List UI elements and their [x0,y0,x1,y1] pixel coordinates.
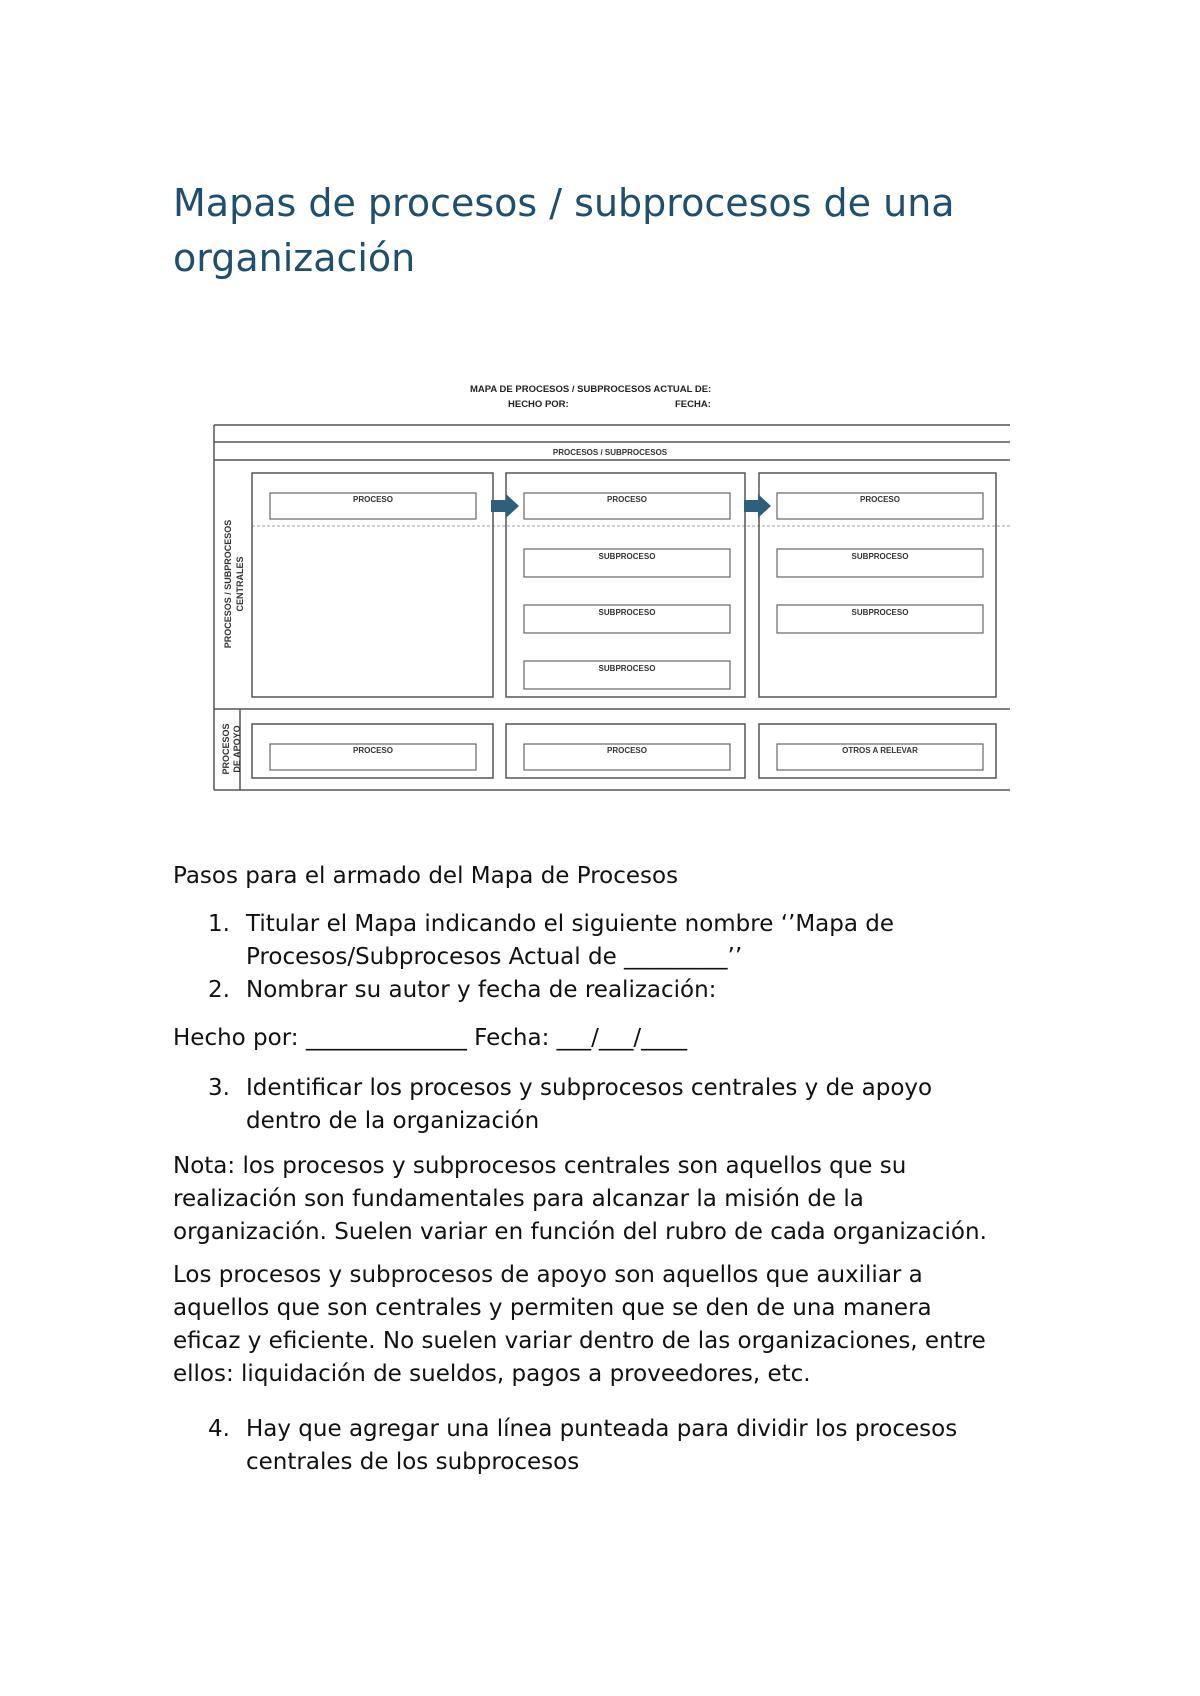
apoyo-line3: eficaz y eficiente. No suelen variar dentro de las organizaciones, entre [173,1328,986,1354]
step-number: 3. [208,1075,230,1101]
list-item [208,908,1028,974]
apoyo-line1: Los procesos y subprocesos de apoyo son aquellos que auxiliar a [173,1262,923,1288]
list-item [208,974,1028,1007]
subprocess-boxes [524,549,983,689]
figure-date: FECHA: [675,399,711,410]
figure-made-by: HECHO POR: [508,399,569,410]
step3-line1: Identificar los procesos y subprocesos centrales y de apoyo [246,1075,933,1101]
subprocess-label-2-1: SUBPROCESO [598,552,656,561]
steps-heading: Pasos para el armado del Mapa de Procesos [173,863,679,889]
hecho-por-line: Hecho por: ______________ Fecha: ___/___/____ [173,1025,688,1051]
step-text [246,1413,1026,1479]
subprocess-label-3-1: SUBPROCESO [851,552,909,561]
process-label-3: PROCESO [859,495,901,504]
list-item [208,1413,1028,1479]
list-item [208,1072,1028,1138]
step-number: 4. [208,1416,230,1442]
support-label-box-3: OTROS A RELEVAR [842,746,918,755]
page-title: Mapas de procesos / subprocesos de una organización [173,181,955,280]
process-label-1: PROCESO [352,495,394,504]
subprocess-label-3-2: SUBPROCESO [851,608,909,617]
nota-paragraph [173,1150,987,1249]
central-label-2: CENTRALES [235,556,245,612]
apoyo-line2: aquellos que son centrales y permiten que se den de una manera [173,1295,932,1321]
process-map-figure [210,378,1010,798]
support-label-box-1: PROCESO [352,746,394,755]
support-label-1: PROCESOS [221,723,231,775]
step2-text: Nombrar su autor y fecha de realización: [246,977,717,1003]
step-text [246,908,1026,974]
support-label-box-2: PROCESO [606,746,648,755]
nota-line3: organización. Suelen variar en función del rubro de cada organización. [173,1219,987,1245]
process-map-diagram [210,378,1010,798]
process-label-2: PROCESO [606,495,648,504]
figure-title: MAPA DE PROCESOS / SUBPROCESOS ACTUAL DE: [470,384,712,395]
subprocess-label-2-2: SUBPROCESO [598,608,656,617]
step-text [246,1072,1026,1138]
nota-line2: realización son fundamentales para alcanzar la misión de la [173,1186,864,1212]
nota-line1: Nota: los procesos y subprocesos centrales son aquellos que su [173,1153,907,1179]
step1-line1: Titular el Mapa indicando el siguiente nombre ‘’Mapa de [246,911,895,937]
step-number: 1. [208,911,230,937]
central-label-1: PROCESOS / SUBPROCESOS [223,519,233,649]
apoyo-paragraph [173,1259,986,1391]
step3-line2: dentro de la organización [246,1108,540,1134]
step1-line2: Procesos/Subprocesos Actual de _________’’ [246,944,743,970]
step4-line2: centrales de los subprocesos [246,1449,580,1475]
step4-line1: Hay que agregar una línea punteada para dividir los procesos [246,1416,958,1442]
apoyo-line4: ellos: liquidación de sueldos, pagos a proveedores, etc. [173,1361,811,1387]
subprocess-label-2-3: SUBPROCESO [598,664,656,673]
support-label-2: DE APOYO [232,725,242,773]
band-label: PROCESOS / SUBPROCESOS [552,448,668,457]
step-number: 2. [208,977,230,1003]
